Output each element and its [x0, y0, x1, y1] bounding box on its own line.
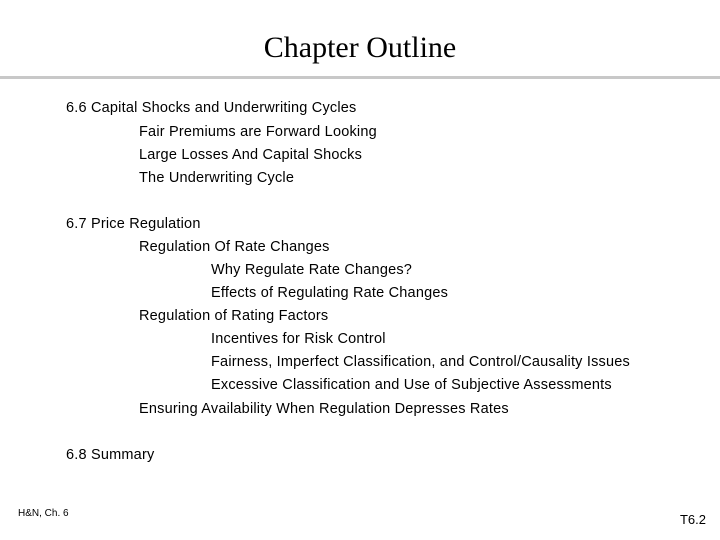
slide-number: T6.2	[679, 512, 706, 527]
page-title: Chapter Outline	[263, 31, 457, 64]
outline-item: The Underwriting Cycle	[139, 170, 295, 186]
outline-item: Why Regulate Rate Changes?	[211, 262, 413, 278]
footer-source: H&N, Ch. 6	[18, 508, 69, 519]
section-6-6-heading: 6.6 Capital Shocks and Underwriting Cycles	[66, 100, 357, 116]
outline-subheading: Regulation of Rating Factors	[139, 308, 329, 324]
outline-item: Large Losses And Capital Shocks	[139, 147, 363, 163]
section-6-7-heading: 6.7 Price Regulation	[66, 216, 201, 232]
outline-item: Fairness, Imperfect Classification, and Control/Causality Issues	[211, 354, 630, 370]
section-6-8-heading: 6.8 Summary	[66, 447, 155, 463]
outline-subheading: Ensuring Availability When Regulation Depresses Rates	[139, 401, 509, 417]
outline-item: Fair Premiums are Forward Looking	[139, 124, 377, 140]
outline-item: Effects of Regulating Rate Changes	[211, 285, 449, 301]
outline-item: Excessive Classification and Use of Subjective Assessments	[211, 377, 612, 393]
outline-item: Incentives for Risk Control	[211, 331, 386, 347]
outline-subheading: Regulation Of Rate Changes	[139, 239, 330, 255]
